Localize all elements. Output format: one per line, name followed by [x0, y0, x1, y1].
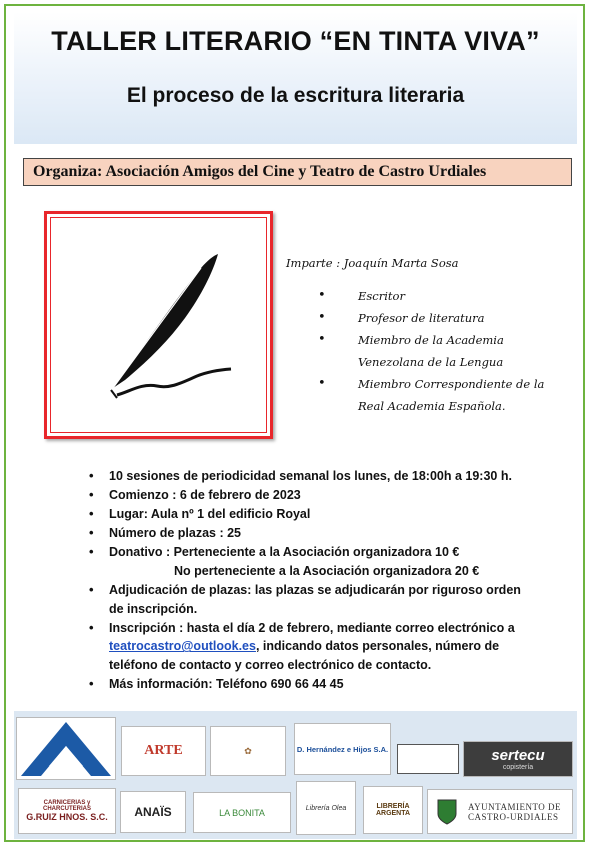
sponsor-strip [14, 711, 577, 839]
list-item: • Comienzo : 6 de febrero de 2023 [88, 486, 528, 505]
list-item: • 10 sesiones de periodicidad semanal los lunes, de 18:00h a 19:30 h. [88, 467, 528, 486]
inscription-text: Inscripción : hasta el día 2 de febrero, mediante correo electrónico a [109, 620, 515, 635]
page-subtitle: El proceso de la escritura literaria [126, 84, 465, 107]
quill-image [44, 211, 273, 439]
list-item: • Escritor [318, 285, 568, 307]
donativo-members: • Donativo : Perteneciente a la Asociación organizadora 10 € [109, 545, 460, 560]
donativo-non-members: No perteneciente a la Asociación organizadora 20 € [174, 563, 480, 578]
list-item [88, 543, 528, 580]
list-item: • Número de plazas : 25 [88, 524, 528, 543]
list-item [88, 619, 528, 675]
organizer-banner: Organiza: Asociación Amigos del Cine y Teatro de Castro Urdiales [23, 158, 572, 186]
list-item: • Miembro de la Academia Venezolana de la Lengua [318, 329, 568, 373]
header-banner [14, 12, 577, 144]
teacher-name: Imparte : Joaquín Marta Sosa [286, 256, 459, 270]
sponsor-logo-hernandez: D. Hernández e Hijos S.A. [294, 723, 391, 775]
teacher-roles [318, 285, 568, 417]
sponsor-logo-sertecu: sertecu copistería [463, 741, 573, 777]
sponsor-logo-libreria-argenta: LIBRERÍA ARGENTA [363, 786, 423, 834]
page-title: TALLER LITERARIO “EN TINTA VIVA” [51, 26, 540, 56]
workshop-details [88, 467, 528, 694]
list-item: • Miembro Correspondiente de la Real Academia Española. [318, 373, 568, 417]
email-link[interactable]: teatrocastro@outlook.es [109, 639, 256, 654]
quill-pen-icon [97, 248, 232, 403]
sponsor-logo-anais: ANAÏS [120, 791, 186, 833]
sponsor-logo-labonita: LA BONITA [193, 792, 291, 833]
inscription-text-cont: , indicando datos personales, número de teléfono de contacto y correo electrónico de contacto. [109, 639, 500, 672]
list-item: • Profesor de literatura [318, 307, 568, 329]
sponsor-logo-ayuntamiento: AYUNTAMIENTO DE CASTRO-URDIALES [427, 789, 573, 834]
sponsor-logo-arte: ARTE [121, 726, 206, 776]
sponsor-logo-libreria-olea: Librería Olea [296, 781, 356, 835]
shield-icon [436, 798, 458, 826]
list-item: • Adjudicación de plazas: las plazas se adjudicarán por riguroso orden de inscripción. [88, 581, 528, 618]
sponsor-logo-santullan [16, 717, 116, 780]
sponsor-logo-ruiz: CARNICERIAS y CHARCUTERIAS G.RUIZ HNOS. S.C. [18, 788, 116, 834]
sponsor-logo-blank [397, 744, 459, 774]
list-item: • Más información: Teléfono 690 66 44 45 [88, 675, 528, 694]
sponsor-logo-3: ✿ [210, 726, 286, 776]
list-item: • Lugar: Aula nº 1 del edificio Royal [88, 505, 528, 524]
